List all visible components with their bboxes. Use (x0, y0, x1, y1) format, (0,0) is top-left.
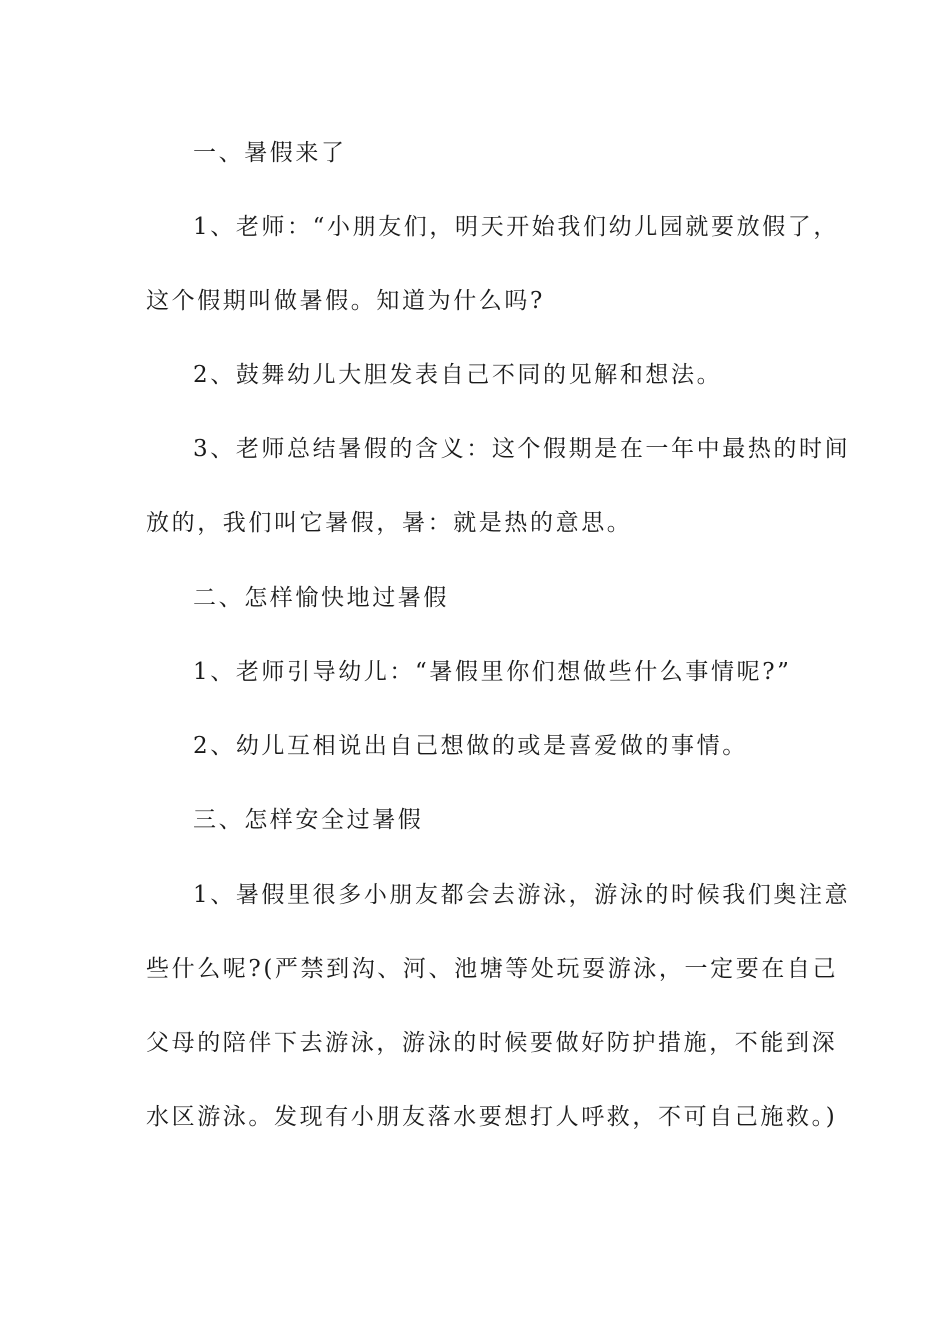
section-heading-1: 一、暑假来了 (193, 140, 347, 166)
paragraph-line: 1、老师：“小朋友们，明天开始我们幼儿园就要放假了， (193, 214, 839, 240)
section-heading-3: 三、怎样安全过暑假 (193, 807, 424, 833)
paragraph-line: 这个假期叫做暑假。知道为什么吗? (146, 288, 545, 314)
paragraph-line: 水区游泳。发现有小朋友落水要想打人呼救，不可自己施救。) (146, 1104, 838, 1130)
paragraph-line: 1、暑假里很多小朋友都会去游泳，游泳的时候我们奥注意 (193, 882, 851, 908)
paragraph-line: 1、老师引导幼儿：“暑假里你们想做些什么事情呢?” (193, 659, 792, 685)
paragraph-line: 2、幼儿互相说出自己想做的或是喜爱做的事情。 (193, 733, 748, 759)
paragraph-line: 放的，我们叫它暑假，暑：就是热的意思。 (146, 510, 633, 536)
paragraph-line: 父母的陪伴下去游泳，游泳的时候要做好防护措施，不能到深 (146, 1030, 838, 1056)
paragraph-line: 些什么呢?(严禁到沟、河、池塘等处玩耍游泳，一定要在自己 (146, 956, 839, 982)
section-heading-2: 二、怎样愉快地过暑假 (193, 585, 449, 611)
paragraph-line: 3、老师总结暑假的含义：这个假期是在一年中最热的时间 (193, 436, 851, 462)
paragraph-line: 2、鼓舞幼儿大胆发表自己不同的见解和想法。 (193, 362, 723, 388)
